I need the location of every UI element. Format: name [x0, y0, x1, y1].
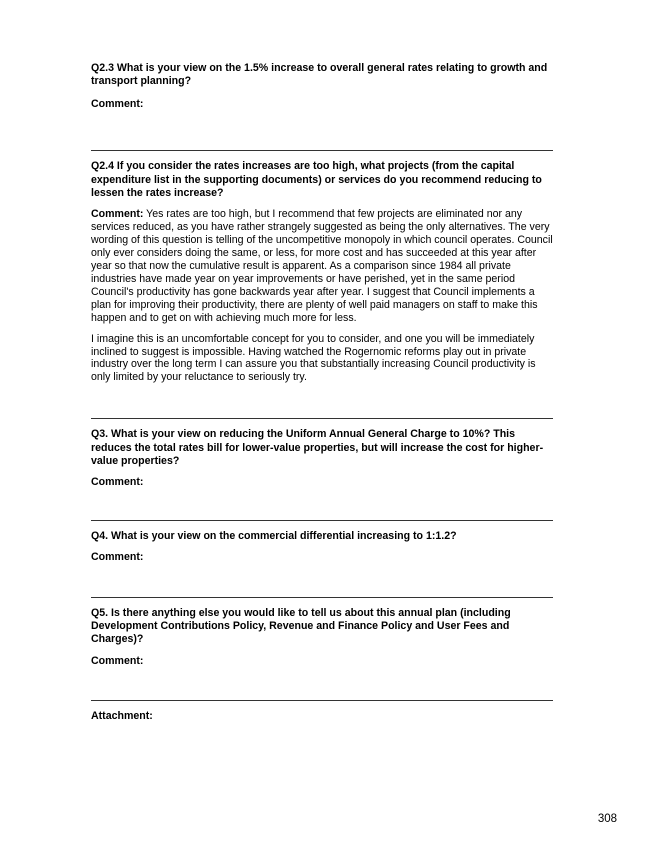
- comment-label-q2-3: Comment:: [91, 97, 144, 110]
- comment-q2-4: [91, 208, 553, 324]
- form-content: [91, 62, 553, 724]
- attachment-label: Attachment:: [91, 710, 153, 723]
- divider-q5: [91, 700, 553, 701]
- comment-q2-4-paragraph-1: Yes rates are too high, but I recommend that few projects are eliminated nor any services reduced, as you have rather strangely suggested as being the only alternatives. The very wording of this question is telling of the uncompetitive monopoly in which council operates. Council only ever considers doing the same, or less, for more cost and has succeeded at this year after year so that now the cumulative result is apparent. As a comparison since 1984 all private industries have made year on year improvements or have perished, yet in the same period Council's productivity has gone backwards year after year. I suggest that Council implements a plan for improving their productivity, there are plenty of well paid managers on staff to make this happen and to get on with achieving much more for less.: [91, 208, 553, 324]
- question-q4: Q4. What is your view on the commercial differential increasing to 1:1.2?: [91, 529, 457, 542]
- question-q5: Q5. Is there anything else you would like to tell us about this annual plan (including Development Contributions Policy, Revenue and Finance Policy and User Fees and Charges)?: [91, 606, 511, 646]
- comment-label-q5: Comment:: [91, 654, 144, 667]
- comment-label-q2-4: Comment:: [91, 208, 144, 221]
- divider-q2-3: [91, 150, 553, 151]
- question-q2-4: Q2.4 If you consider the rates increases are too high, what projects (from the capital expenditure list in the supporting documents) or services do you recommend reducing to lessen the rates increase?: [91, 160, 542, 200]
- comment-label-q4: Comment:: [91, 551, 144, 564]
- page-number: 308: [597, 813, 617, 825]
- comment-label-q3: Comment:: [91, 476, 144, 489]
- divider-q2-4: [91, 418, 553, 419]
- comment-q2-4-paragraph-2: I imagine this is an uncomfortable concept for you to consider, and one you will be immediately inclined to suggest is impossible. Having watched the Rogernomic reforms play out in private industry over the long term I can assure you that substantially increasing Council productivity is only limited by your reluctance to seriously try.: [91, 332, 536, 384]
- divider-q3: [91, 520, 553, 521]
- question-q2-3: Q2.3 What is your view on the 1.5% increase to overall general rates relating to growth and transport planning?: [91, 62, 548, 88]
- question-q3: Q3. What is your view on reducing the Uniform Annual General Charge to 10%? This reduces the total rates bill for lower-value properties, but will increase the cost for higher-value properties?: [91, 428, 544, 468]
- divider-q4: [91, 597, 553, 598]
